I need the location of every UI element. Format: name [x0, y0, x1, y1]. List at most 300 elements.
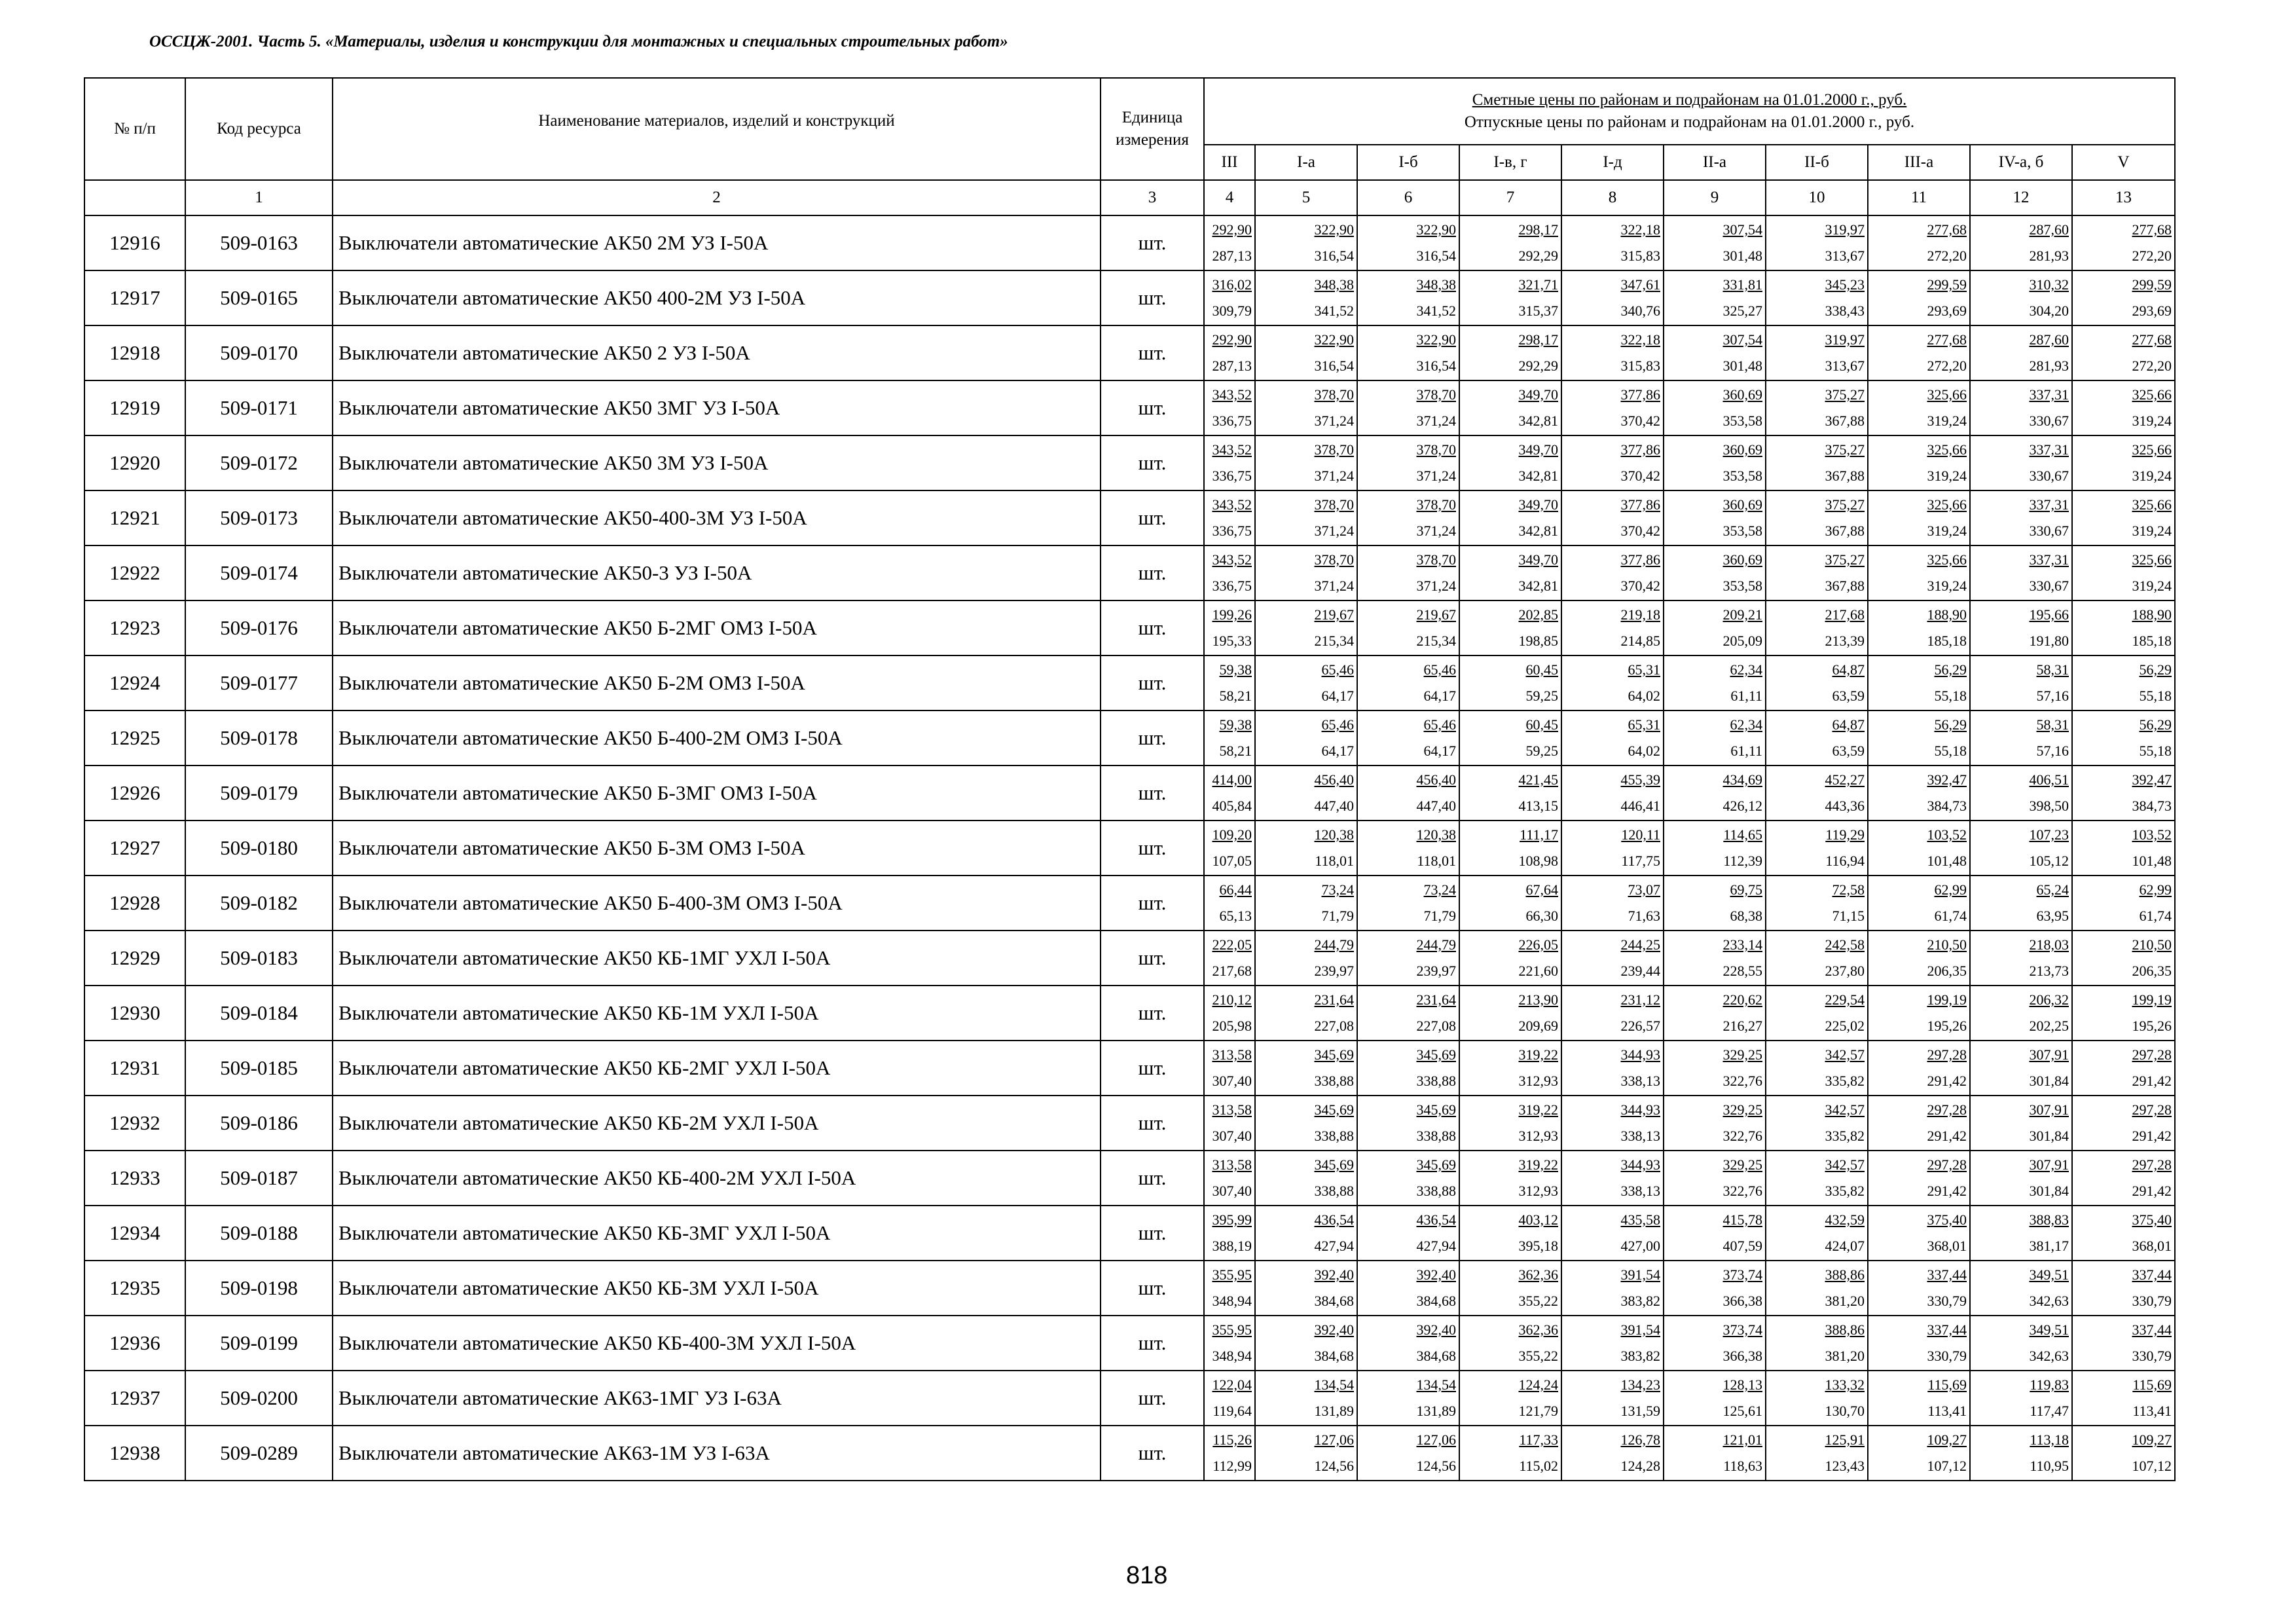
- release-price: 316,54: [1314, 358, 1354, 374]
- price-cell: [1970, 270, 2072, 325]
- estimate-price: 349,51: [2029, 1321, 2069, 1338]
- price-cell: [1357, 1041, 1459, 1096]
- estimate-price: 348,38: [1314, 276, 1354, 293]
- price-cell: [1357, 600, 1459, 655]
- price-cell: [1868, 1206, 1970, 1261]
- price-cell: [1357, 215, 1459, 270]
- release-price: 368,01: [2132, 1238, 2172, 1254]
- price-cell: [1664, 1096, 1766, 1151]
- price-cell: [1357, 986, 1459, 1041]
- price-cell: [1255, 1096, 1357, 1151]
- estimate-price: 277,68: [1927, 221, 1967, 238]
- price-cell: [1204, 325, 1255, 380]
- release-price: 309,79: [1212, 303, 1252, 319]
- release-price: 319,24: [1927, 413, 1967, 429]
- price-cell: [1255, 325, 1357, 380]
- price-cell: [1868, 270, 1970, 325]
- estimate-price: 195,66: [2029, 606, 2069, 623]
- header-index: 13: [2072, 180, 2175, 215]
- price-cell: [2072, 325, 2175, 380]
- price-cell: [1868, 1261, 1970, 1316]
- release-price: 116,94: [1825, 853, 1865, 869]
- unit: шт.: [1101, 435, 1204, 490]
- price-cell: [1459, 600, 1561, 655]
- estimate-price: 360,69: [1722, 551, 1762, 568]
- estimate-price: 297,28: [1927, 1101, 1967, 1118]
- header-region: I-в, г: [1459, 145, 1561, 180]
- price-cell: [1204, 545, 1255, 600]
- price-cell: [1357, 325, 1459, 380]
- release-price: 71,79: [1321, 908, 1354, 924]
- table-row: [84, 821, 2175, 876]
- table-row: [84, 600, 2175, 655]
- release-price: 342,81: [1518, 468, 1558, 484]
- price-cell: [1561, 600, 1664, 655]
- price-cell: [1459, 1426, 1561, 1481]
- estimate-price: 277,68: [1927, 331, 1967, 348]
- estimate-price: 329,25: [1722, 1156, 1762, 1173]
- release-price: 353,58: [1722, 468, 1762, 484]
- price-cell: [1664, 931, 1766, 986]
- estimate-price: 199,19: [1927, 991, 1967, 1008]
- price-cell: [1255, 1316, 1357, 1371]
- price-cell: [1970, 766, 2072, 821]
- price-table: [84, 77, 2176, 1481]
- estimate-price: 378,70: [1416, 441, 1456, 458]
- release-price: 227,08: [1416, 1018, 1456, 1034]
- material-name: Выключатели автоматические АК50-3 УЗ I-50А: [333, 545, 1101, 600]
- estimate-price: 119,29: [1825, 826, 1865, 843]
- estimate-price: 378,70: [1314, 496, 1354, 513]
- price-cell: [2072, 1096, 2175, 1151]
- price-cell: [1204, 821, 1255, 876]
- price-cell: [2072, 600, 2175, 655]
- price-cell: [1255, 1261, 1357, 1316]
- table-row: [84, 710, 2175, 766]
- price-cell: [1664, 270, 1766, 325]
- release-price: 272,20: [1927, 358, 1967, 374]
- material-name: Выключатели автоматические АК50 КБ-400-2М УХЛ I-50А: [333, 1151, 1101, 1206]
- price-cell: [1970, 545, 2072, 600]
- price-cell: [1766, 545, 1868, 600]
- resource-code: 509-0174: [185, 545, 333, 600]
- row-number: 12929: [84, 931, 185, 986]
- material-name: Выключатели автоматические АК50 Б-3М ОМЗ I-50А: [333, 821, 1101, 876]
- estimate-price: 325,66: [2132, 386, 2172, 403]
- estimate-price: 210,50: [2132, 936, 2172, 953]
- price-cell: [2072, 655, 2175, 710]
- release-price: 338,88: [1314, 1128, 1354, 1144]
- release-price: 291,42: [1927, 1073, 1967, 1089]
- estimate-price: 307,91: [2029, 1046, 2069, 1063]
- row-number: 12931: [84, 1041, 185, 1096]
- price-cell: [1970, 821, 2072, 876]
- estimate-price: 125,91: [1825, 1431, 1865, 1448]
- estimate-price: 62,99: [1934, 881, 1967, 898]
- estimate-price: 133,32: [1825, 1376, 1865, 1393]
- price-cell: [1664, 876, 1766, 931]
- estimate-price: 344,93: [1620, 1101, 1660, 1118]
- release-price: 185,18: [2132, 633, 2172, 649]
- release-price: 118,63: [1723, 1458, 1762, 1474]
- price-cell: [1255, 215, 1357, 270]
- price-cell: [1357, 655, 1459, 710]
- header-prices: [1204, 78, 2175, 145]
- price-cell: [1561, 655, 1664, 710]
- release-price: 301,48: [1722, 248, 1762, 264]
- estimate-price: 292,90: [1212, 221, 1252, 238]
- estimate-price: 349,51: [2029, 1266, 2069, 1283]
- release-price: 313,67: [1825, 358, 1865, 374]
- price-cell: [1204, 1096, 1255, 1151]
- estimate-price: 115,69: [2132, 1376, 2172, 1393]
- resource-code: 509-0177: [185, 655, 333, 710]
- release-price: 336,75: [1212, 468, 1252, 484]
- unit: шт.: [1101, 545, 1204, 600]
- release-price: 63,95: [2036, 908, 2069, 924]
- price-cell: [1766, 600, 1868, 655]
- price-cell: [1204, 600, 1255, 655]
- estimate-price: 392,40: [1416, 1266, 1456, 1283]
- table-row: [84, 766, 2175, 821]
- release-price: 191,80: [2029, 633, 2069, 649]
- estimate-price: 329,25: [1722, 1046, 1762, 1063]
- release-price: 383,82: [1620, 1293, 1660, 1309]
- release-price: 371,24: [1416, 413, 1456, 429]
- release-price: 341,52: [1416, 303, 1456, 319]
- estimate-price: 337,31: [2029, 441, 2069, 458]
- price-cell: [1255, 490, 1357, 545]
- release-price: 322,76: [1722, 1183, 1762, 1199]
- estimate-price: 65,46: [1423, 661, 1456, 678]
- estimate-price: 434,69: [1722, 771, 1762, 788]
- estimate-price: 220,62: [1722, 991, 1762, 1008]
- price-cell: [1561, 270, 1664, 325]
- release-price: 315,37: [1518, 303, 1558, 319]
- price-cell: [1970, 435, 2072, 490]
- resource-code: 509-0289: [185, 1426, 333, 1481]
- row-number: 12933: [84, 1151, 185, 1206]
- material-name: Выключатели автоматические АК50 Б-400-2М ОМЗ I-50А: [333, 710, 1101, 766]
- resource-code: 509-0178: [185, 710, 333, 766]
- release-price: 117,75: [1621, 853, 1660, 869]
- price-cell: [1357, 1096, 1459, 1151]
- header-index: 12: [1970, 180, 2072, 215]
- release-price: 64,02: [1628, 743, 1660, 759]
- release-price: 107,05: [1212, 853, 1252, 869]
- estimate-price: 59,38: [1219, 661, 1252, 678]
- price-cell: [1459, 270, 1561, 325]
- estimate-price: 316,02: [1212, 276, 1252, 293]
- release-price: 388,19: [1212, 1238, 1252, 1254]
- price-cell: [1868, 545, 1970, 600]
- unit: шт.: [1101, 600, 1204, 655]
- unit: шт.: [1101, 1041, 1204, 1096]
- price-cell: [1664, 1316, 1766, 1371]
- price-cell: [1868, 490, 1970, 545]
- material-name: Выключатели автоматические АК50 Б-400-3М ОМЗ I-50А: [333, 876, 1101, 931]
- estimate-price: 321,71: [1518, 276, 1558, 293]
- release-price: 427,00: [1620, 1238, 1660, 1254]
- estimate-price: 298,17: [1518, 221, 1558, 238]
- estimate-price: 378,70: [1314, 551, 1354, 568]
- release-price: 322,76: [1722, 1128, 1762, 1144]
- release-price: 443,36: [1825, 798, 1865, 814]
- estimate-price: 337,44: [2132, 1266, 2172, 1283]
- estimate-price: 113,18: [2030, 1431, 2069, 1448]
- price-cell: [1204, 270, 1255, 325]
- release-price: 61,74: [2139, 908, 2172, 924]
- price-cell: [1664, 710, 1766, 766]
- price-cell: [1459, 545, 1561, 600]
- release-price: 424,07: [1825, 1238, 1865, 1254]
- header-index: 3: [1101, 180, 1204, 215]
- release-price: 239,97: [1416, 963, 1456, 979]
- header-region: I-д: [1561, 145, 1664, 180]
- release-price: 398,50: [2029, 798, 2069, 814]
- release-price: 110,95: [2030, 1458, 2069, 1474]
- release-price: 107,12: [1927, 1458, 1967, 1474]
- estimate-price: 377,86: [1620, 386, 1660, 403]
- release-price: 63,59: [1832, 688, 1865, 704]
- estimate-price: 103,52: [2132, 826, 2172, 843]
- estimate-price: 362,36: [1518, 1321, 1558, 1338]
- price-cell: [1664, 435, 1766, 490]
- estimate-price: 67,64: [1525, 881, 1558, 898]
- release-price: 381,20: [1825, 1293, 1865, 1309]
- estimate-price: 415,78: [1722, 1211, 1762, 1228]
- release-price: 342,63: [2029, 1293, 2069, 1309]
- estimate-price: 307,54: [1722, 221, 1762, 238]
- release-price: 413,15: [1518, 798, 1558, 814]
- header-unit: Единица измерения: [1101, 78, 1204, 180]
- estimate-price: 337,44: [1927, 1321, 1967, 1338]
- header-index: 8: [1561, 180, 1664, 215]
- price-cell: [1664, 545, 1766, 600]
- release-price: 355,22: [1518, 1293, 1558, 1309]
- estimate-price: 319,22: [1518, 1101, 1558, 1118]
- row-number: 12916: [84, 215, 185, 270]
- release-price: 338,88: [1314, 1073, 1354, 1089]
- release-price: 338,88: [1416, 1073, 1456, 1089]
- release-price: 124,56: [1314, 1458, 1354, 1474]
- price-cell: [1357, 931, 1459, 986]
- estimate-price: 222,05: [1212, 936, 1252, 953]
- estimate-price: 65,46: [1423, 716, 1456, 733]
- release-price: 330,79: [1927, 1348, 1967, 1364]
- estimate-price: 188,90: [1927, 606, 1967, 623]
- unit: шт.: [1101, 1371, 1204, 1426]
- resource-code: 509-0179: [185, 766, 333, 821]
- estimate-price: 329,25: [1722, 1101, 1762, 1118]
- price-cell: [1561, 380, 1664, 435]
- price-cell: [1766, 1426, 1868, 1481]
- estimate-price: 128,13: [1722, 1376, 1762, 1393]
- release-price: 216,27: [1722, 1018, 1762, 1034]
- price-cell: [1357, 710, 1459, 766]
- row-number: 12934: [84, 1206, 185, 1261]
- table-row: [84, 1151, 2175, 1206]
- price-cell: [1970, 1316, 2072, 1371]
- price-cell: [1664, 600, 1766, 655]
- price-cell: [1561, 986, 1664, 1041]
- price-cell: [1561, 325, 1664, 380]
- release-price: 367,88: [1825, 413, 1865, 429]
- price-cell: [1561, 1096, 1664, 1151]
- price-cell: [1255, 986, 1357, 1041]
- estimate-price: 219,67: [1416, 606, 1456, 623]
- header-region: I-а: [1255, 145, 1357, 180]
- estimate-price: 388,83: [2029, 1211, 2069, 1228]
- release-price: 338,88: [1416, 1183, 1456, 1199]
- release-price: 301,84: [2029, 1128, 2069, 1144]
- price-cell: [1664, 766, 1766, 821]
- estimate-price: 325,66: [2132, 441, 2172, 458]
- release-price: 63,59: [1832, 743, 1865, 759]
- row-number: 12937: [84, 1371, 185, 1426]
- price-cell: [1766, 435, 1868, 490]
- release-price: 59,25: [1525, 743, 1558, 759]
- release-price: 291,42: [2132, 1183, 2172, 1199]
- estimate-price: 307,91: [2029, 1101, 2069, 1118]
- price-cell: [1868, 215, 1970, 270]
- price-cell: [1204, 655, 1255, 710]
- release-price: 195,26: [2132, 1018, 2172, 1034]
- release-price: 64,02: [1628, 688, 1660, 704]
- price-cell: [1357, 1261, 1459, 1316]
- resource-code: 509-0185: [185, 1041, 333, 1096]
- price-cell: [1204, 1041, 1255, 1096]
- price-cell: [1868, 380, 1970, 435]
- price-cell: [1664, 986, 1766, 1041]
- resource-code: 509-0200: [185, 1371, 333, 1426]
- release-price: 316,54: [1314, 248, 1354, 264]
- estimate-price: 114,65: [1723, 826, 1762, 843]
- estimate-price: 342,57: [1825, 1046, 1865, 1063]
- release-price: 301,48: [1722, 358, 1762, 374]
- estimate-price: 349,70: [1518, 441, 1558, 458]
- material-name: Выключатели автоматические АК63-1МГ УЗ I-63А: [333, 1371, 1101, 1426]
- release-price: 371,24: [1314, 413, 1354, 429]
- table-row: [84, 876, 2175, 931]
- estimate-price: 343,52: [1212, 441, 1252, 458]
- price-cell: [1255, 380, 1357, 435]
- estimate-price: 375,40: [2132, 1211, 2172, 1228]
- release-price: 338,88: [1314, 1183, 1354, 1199]
- price-cell: [1459, 325, 1561, 380]
- release-price: 341,52: [1314, 303, 1354, 319]
- unit: шт.: [1101, 270, 1204, 325]
- release-price: 205,09: [1722, 633, 1762, 649]
- unit: шт.: [1101, 1261, 1204, 1316]
- estimate-price: 456,40: [1314, 771, 1354, 788]
- estimate-price: 60,45: [1525, 661, 1558, 678]
- price-cell: [1357, 1206, 1459, 1261]
- table-row: [84, 270, 2175, 325]
- release-price: 355,22: [1518, 1348, 1558, 1364]
- price-cell: [1255, 931, 1357, 986]
- price-cell: [1255, 1206, 1357, 1261]
- estimate-price: 310,32: [2029, 276, 2069, 293]
- estimate-price: 219,18: [1620, 606, 1660, 623]
- release-price: 427,94: [1314, 1238, 1354, 1254]
- estimate-price: 107,23: [2029, 826, 2069, 843]
- material-name: Выключатели автоматические АК50 3М УЗ I-50А: [333, 435, 1101, 490]
- estimate-price: 435,58: [1620, 1211, 1660, 1228]
- release-price: 206,35: [1927, 963, 1967, 979]
- price-cell: [2072, 490, 2175, 545]
- release-price: 185,18: [1927, 633, 1967, 649]
- release-price: 384,68: [1314, 1293, 1354, 1309]
- header-index-blank: [84, 180, 185, 215]
- release-price: 214,85: [1620, 633, 1660, 649]
- estimate-price: 307,91: [2029, 1156, 2069, 1173]
- price-cell: [1357, 1371, 1459, 1426]
- estimate-price: 242,58: [1825, 936, 1865, 953]
- price-cell: [1561, 545, 1664, 600]
- release-price: 287,13: [1212, 358, 1252, 374]
- price-cell: [1255, 766, 1357, 821]
- estimate-price: 199,26: [1212, 606, 1252, 623]
- price-cell: [1766, 1261, 1868, 1316]
- estimate-price: 229,54: [1825, 991, 1865, 1008]
- estimate-price: 322,90: [1416, 331, 1456, 348]
- price-cell: [1459, 1316, 1561, 1371]
- estimate-price: 56,29: [1934, 661, 1967, 678]
- price-cell: [1561, 821, 1664, 876]
- header-index: 2: [333, 180, 1101, 215]
- price-cell: [1664, 1151, 1766, 1206]
- estimate-price: 307,54: [1722, 331, 1762, 348]
- table-row: [84, 986, 2175, 1041]
- row-number: 12927: [84, 821, 185, 876]
- price-cell: [1561, 435, 1664, 490]
- estimate-price: 436,54: [1416, 1211, 1456, 1228]
- resource-code: 509-0172: [185, 435, 333, 490]
- row-number: 12917: [84, 270, 185, 325]
- table-row: [84, 325, 2175, 380]
- price-cell: [1357, 490, 1459, 545]
- resource-code: 509-0198: [185, 1261, 333, 1316]
- release-price: 117,47: [2030, 1403, 2069, 1419]
- price-cell: [1868, 435, 1970, 490]
- estimate-price: 210,12: [1212, 991, 1252, 1008]
- release-price: 366,38: [1722, 1348, 1762, 1364]
- estimate-price: 345,69: [1314, 1156, 1354, 1173]
- estimate-price: 62,34: [1730, 661, 1762, 678]
- price-cell: [1357, 821, 1459, 876]
- price-cell: [1204, 1206, 1255, 1261]
- material-name: Выключатели автоматические АК50 КБ-1М УХЛ I-50А: [333, 986, 1101, 1041]
- estimate-price: 313,58: [1212, 1101, 1252, 1118]
- price-cell: [1970, 600, 2072, 655]
- price-cell: [1561, 766, 1664, 821]
- release-price: 124,28: [1620, 1458, 1660, 1474]
- price-cell: [1766, 655, 1868, 710]
- price-cell: [1459, 435, 1561, 490]
- header-num: № п/п: [84, 78, 185, 180]
- estimate-price: 64,87: [1832, 716, 1865, 733]
- price-cell: [1970, 655, 2072, 710]
- release-price: 316,54: [1416, 358, 1456, 374]
- estimate-price: 134,54: [1416, 1376, 1456, 1393]
- release-price: 301,84: [2029, 1183, 2069, 1199]
- price-cell: [1561, 1426, 1664, 1481]
- release-price: 131,59: [1620, 1403, 1660, 1419]
- price-cell: [1664, 655, 1766, 710]
- estimate-price: 217,68: [1825, 606, 1865, 623]
- release-price: 206,35: [2132, 963, 2172, 979]
